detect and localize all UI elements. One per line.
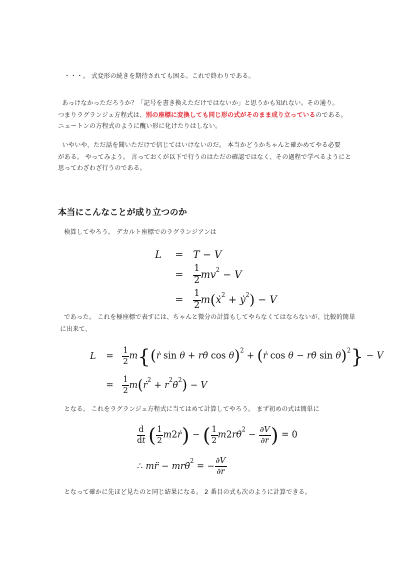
text-line: あっけなかっただろうか？「記号を書き換えただけではないか」と思うかも知れない。その通り。 xyxy=(62,100,339,107)
equation-polar-lagrangian: L = $\frac{1}{2}$ m{(ṙ sin θ + rθ̇ cos θ)$^2$ + (ṙ cos θ − rθ̇ sin θ)$^2$} − V = $\frac{1}{2}$ m(ṙ$^2$ + $r^2\thetȧ^2) - V$ xyxy=(90,344,384,395)
text-line: がある。 やってみよう。 言っておくが以下で行うのはただの確認ではなく、その過程で学べるようにと xyxy=(58,153,352,161)
text-line: となって確かに先ほど見たのと同じ結果になる。 2 番目の式も次のように計算できる。 xyxy=(64,489,312,496)
text-line: 検算してやろう。 デカルト座標でのラグランジアンは xyxy=(64,229,217,236)
paragraph-second-equation xyxy=(64,487,364,499)
equation-euler-lagrange-r: $\frac{d}{dt}$ ( $\frac{1}{2}$ m2ṙ) − ( $\frac{1}{2}$ m2rθ̇$^2$ − $\frac{\partial V}{\partial r}$ ) = 0 ∴ mr̈ − mrθ̇$^2$ = − $\frac{\partial V}{\partial r}$ xyxy=(137,423,298,476)
text-line: ・・・。 式変形の続きを期待されても困る。これで終わりである。 xyxy=(64,73,255,80)
equation-cartesian-lagrangian: L = T − V = $\frac{1}{2}$ $mv^2 - V$ = $\frac{1}{2}$ m(ẋ$^2$ + ẏ$^2$) − V xyxy=(155,250,277,311)
text-line: つまりラグランジュ方程式は、別の座標に変換しても同じ形の式がそのまま成り立っているのである。 xyxy=(58,111,347,119)
paragraph-lagrange-invariance xyxy=(58,98,362,133)
text-line: ニュートンの方程式のように醜い形に化けたりはしない。 xyxy=(58,123,222,130)
paragraph-verification xyxy=(58,140,362,175)
text-line: となる。 これをラグランジュ方程式に当てはめて計算してやろう。 まず初めの式は簡単に xyxy=(64,406,320,413)
section-heading: 本当にこんなことが成り立つのか xyxy=(58,208,187,218)
text-line: 思ってわざわざ行うのである。 xyxy=(58,165,147,172)
text-line: に出来て、 xyxy=(60,325,92,333)
paragraph-polar xyxy=(60,312,364,335)
paragraph-ending xyxy=(64,71,364,83)
text-line: いやいや、ただ話を聞いただけで信じてはいけないのだ。 本当かどうかちゃんと確かめてやる必要 xyxy=(62,142,341,149)
paragraph-cartesian xyxy=(64,227,364,239)
text-line: であった。 これを極座標で表すには、ちゃんと微分の計算もしてやらなくてはならないが、比較的簡単 xyxy=(64,314,356,321)
paragraph-apply-lagrange xyxy=(64,404,364,416)
highlighted-text: 別の座標に変換しても同じ形の式がそのまま成り立っている xyxy=(145,111,316,119)
